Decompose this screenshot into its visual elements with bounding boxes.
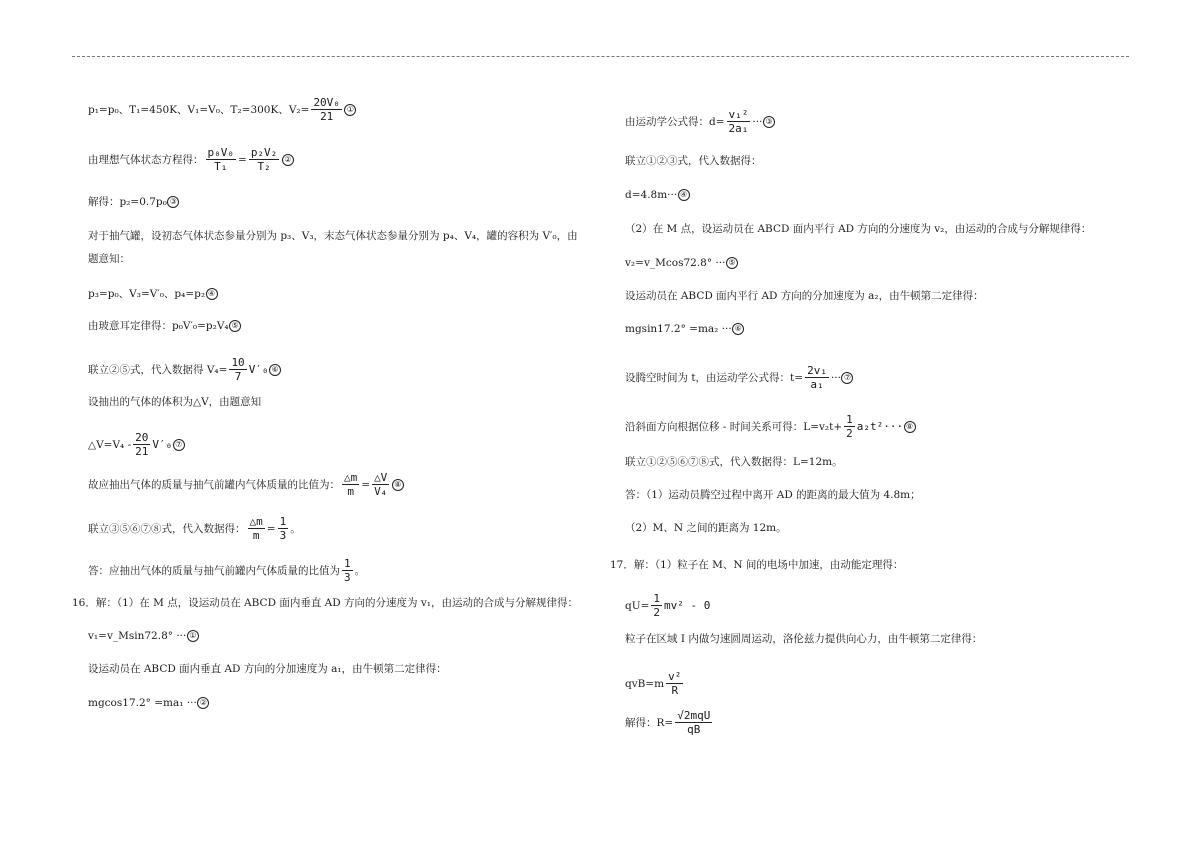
text: （2）在 M 点，设运动员在 ABCD 面内平行 AD 方向的分速度为 v₂，由运动的合成与分解规律得： [625,223,1092,235]
denominator: 21 [320,110,334,123]
text: 沿斜面方向根据位移 - 时间关系可得：L=v₂t+ [625,420,843,433]
r-line-7 [625,322,745,336]
text: 设运动员在 ABCD 面内垂直 AD 方向的分加速度为 a₁，由牛顿第二定律得： [88,663,447,675]
text: a₂t²··· [856,419,904,433]
text: 答：应抽出气体的质量与抽气前罐内气体质量的比值为 [88,564,340,577]
denominator: 3 [344,571,351,584]
circled-number: ① [344,104,356,116]
text: 答：（1）运动员腾空过程中离开 AD 的距离的最大值为 4.8m； [625,489,921,501]
text: 设腾空时间为 t，由运动学公式得：t= [625,371,804,384]
circled-number: ⑧ [392,479,404,491]
denominator: qB [687,723,701,736]
numerator: △m [344,471,358,484]
denominator: 21 [135,445,149,458]
text: mgsin17.2° =ma₂ ··· [625,323,732,335]
text: △V=V₄ - [88,438,132,451]
numerator: 10 [231,356,245,369]
fraction [278,515,289,542]
numerator: p₂V₂ [250,146,278,159]
circled-number: ⑧ [904,421,916,433]
circled-number: ⑤ [229,320,241,332]
circled-number: ⑦ [173,439,185,451]
fraction [342,557,353,584]
numerator: 1 [279,515,287,528]
eq-line-3 [88,195,180,209]
numerator: 2v₁ [807,364,827,377]
denominator: T₂ [257,160,271,173]
text: 故应抽出气体的质量与抽气前罐内气体质量的比值为： [88,478,340,491]
denominator: T₁ [214,160,228,173]
r-line-15 [625,632,982,646]
eq-line-14 [88,629,199,643]
eq-line-2: 由理想气体状态方程得： $\frac{\text{p₀V₀}}{\text{T₁}}$ = $\frac{\text{p₂V₂}}{\text{T₂}}$ ② [88,146,294,173]
text: v₂=v_Mcos72.8° ··· [625,257,726,269]
text: ··· [752,115,763,128]
text: qU= [625,599,650,612]
fraction [249,146,280,173]
fraction [372,471,389,498]
fraction [675,709,712,736]
circled-number: ② [197,697,209,709]
circled-number: ④ [206,288,218,300]
text: mgcos17.2° =ma₁ ··· [88,697,197,709]
fraction [666,670,683,697]
text: qvB=m [625,677,665,690]
fraction [229,356,246,383]
circled-number: ⑥ [269,364,281,376]
text: 题意知： [88,253,130,265]
numerator: 20V₀ [313,96,340,109]
fraction [206,146,237,173]
numerator: v₁² [728,108,749,121]
eq-line-1 [88,96,357,123]
text: V′₀ [152,437,173,451]
eq-line-11: 联立③⑤⑥⑦⑧式，代入数据得： $\frac{\triangle m}{m}$ = $\frac{1}{3}$ 。 [88,515,301,542]
numerator: √2mqU [677,709,711,722]
numerator: 1 [846,413,853,426]
eq-line-16 [88,696,210,710]
eq-line-7 [88,356,282,383]
header-rule [72,56,1129,57]
text: mv² - 0 [664,598,711,612]
denominator: R [671,684,679,697]
text: 设抽出的气体的体积为△V，由题意知 [88,396,262,408]
text: 由玻意耳定律得：p₀V′₀=p₂V₄ [88,320,229,332]
denominator: 2 [653,606,660,619]
text: p₁=p₀、T₁=450K、V₁=V₀、T₂=300K、V₂= [88,103,310,116]
text: 解得：p₂=0.7p₀ [88,196,167,208]
numerator: 20 [135,431,149,444]
r-line-10 [625,455,843,469]
fraction [133,431,150,458]
fraction [342,471,359,498]
circled-number: ③ [763,116,775,128]
denominator: V₄ [374,485,388,498]
numerator: △m [249,515,263,528]
eq-line-9 [88,431,185,458]
r-line-2 [625,154,762,168]
r-eq-line-17 [625,709,714,736]
circled-number: ⑥ [732,323,744,335]
denominator: 3 [279,529,287,542]
numerator: 1 [653,592,660,605]
paragraph-line [88,252,130,266]
circled-number: ⑦ [841,372,853,384]
numerator: v² [668,670,682,683]
numerator: p₀V₀ [207,146,234,159]
r-answer-1 [625,488,921,502]
r-line-5 [625,256,738,270]
text: 由运动学公式得：d= [625,115,725,128]
text: V′₀ [248,362,269,376]
text: 设运动员在 ABCD 面内平行 AD 方向的分加速度为 a₂，由牛顿第二定律得： [625,290,984,302]
text: 粒子在区域 I 内做匀速圆周运动，洛伦兹力提供向心力，由牛顿第二定律得： [625,633,983,645]
denominator: 2a₁ [728,122,749,135]
text: p₃=p₀、V₃=V′₀、p₄=p₂ [88,288,206,300]
r-line-3 [625,188,690,202]
text: 联立①②⑤⑥⑦⑧式，代入数据得：L=12m。 [625,456,843,468]
text: d=4.8m··· [625,189,678,201]
r-eq-line-14 [625,592,710,619]
text: 。 [290,522,301,535]
r-eq-line-9 [625,413,916,440]
circled-number: ① [187,630,199,642]
denominator: 2 [846,427,853,440]
answer-line [88,557,365,584]
fraction [651,592,662,619]
problem-17-heading [610,558,903,572]
eq-line-8 [88,395,261,409]
text: 解得：R= [625,716,674,729]
r-eq-line-1 [625,108,775,135]
r-eq-line-8 [625,364,854,391]
circled-number: ③ [167,196,179,208]
numerator: 1 [344,557,351,570]
fraction [727,108,751,135]
r-line-4 [625,222,1091,236]
eq-line-6 [88,319,242,333]
text: 16．解：（1）在 M 点，设运动员在 ABCD 面内垂直 AD 方向的分速度为 v₁，由运动的合成与分解规律得： [72,597,578,609]
r-answer-2 [625,521,787,535]
r-line-6 [625,289,984,303]
text: 。 [354,564,366,577]
circled-number: ⑤ [726,257,738,269]
text: 联立①②③式，代入数据得： [625,155,762,167]
fraction [844,413,855,440]
text: （2）M、N 之间的距离为 12m。 [625,522,787,534]
text: 联立②⑤式，代入数据得 V₄= [88,363,228,376]
eq-line-10: 故应抽出气体的质量与抽气前罐内气体质量的比值为： $\frac{\triangle m}{m}$ = $\frac{\triangle V}{\text{V₄}}$ ⑧ [88,471,404,498]
text: 对于抽气罐，设初态气体状态参量分别为 p₃、V₃，末态气体状态参量分别为 p₄、V₄，罐的容积为 V′₀，由 [88,230,578,242]
text: ··· [830,371,841,384]
paragraph-line [88,229,578,243]
denominator: 7 [234,370,242,383]
text: v₁=v_Msin72.8° ··· [88,630,187,642]
text: 由理想气体状态方程得： [88,153,204,166]
text: 17．解：（1）粒子在 M、N 间的电场中加速，由动能定理得： [610,559,904,571]
r-eq-line-16 [625,670,685,697]
circled-number: ④ [678,189,690,201]
fraction [805,364,829,391]
eq-line-5 [88,287,218,301]
eq-line-15 [88,662,447,676]
numerator: △V [374,471,388,484]
denominator: m [252,529,260,542]
denominator: a₁ [810,378,824,391]
fraction [248,515,265,542]
denominator: m [347,485,354,498]
text: 联立③⑤⑥⑦⑧式，代入数据得： [88,522,246,535]
fraction [311,96,342,123]
circled-number: ② [282,154,294,166]
problem-16-heading [72,596,578,610]
